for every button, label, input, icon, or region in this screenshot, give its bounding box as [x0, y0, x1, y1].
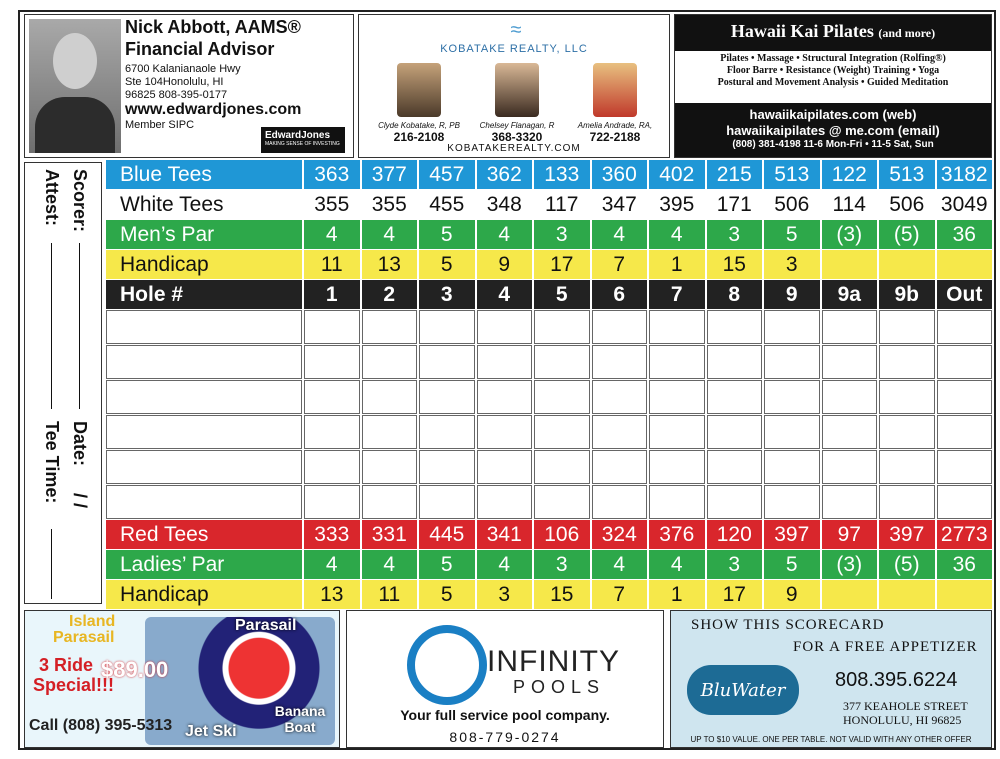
score-cell[interactable]	[879, 450, 935, 484]
score-cell[interactable]	[477, 310, 533, 344]
score-cell[interactable]	[534, 310, 590, 344]
cell: 402	[649, 160, 705, 189]
cell: 4	[592, 550, 648, 579]
cell: 513	[879, 160, 935, 189]
score-cell[interactable]	[477, 345, 533, 379]
date-field[interactable]: / /	[70, 493, 90, 509]
score-cell[interactable]	[649, 380, 705, 414]
cell: 445	[419, 520, 475, 549]
scorer-label: Scorer:	[70, 169, 90, 233]
cell: 15	[707, 250, 763, 279]
row-mens-par	[106, 220, 992, 249]
pilates-services	[675, 51, 991, 103]
score-cell[interactable]	[362, 450, 418, 484]
player-name-cell[interactable]	[106, 415, 302, 449]
agent-phone: 216-2108	[393, 130, 445, 144]
ad-infinity-pools	[346, 610, 664, 748]
cell: 2773	[937, 520, 993, 549]
cell: 9	[764, 280, 820, 309]
player-row[interactable]	[106, 345, 992, 379]
cell: 395	[649, 190, 705, 219]
bluwater-offer-2: FOR A FREE APPETIZER	[793, 639, 978, 655]
cell: 36	[937, 220, 993, 249]
infinity-phone: 808-779-0274	[449, 729, 561, 745]
cell: 114	[822, 190, 878, 219]
cell: 8	[707, 280, 763, 309]
cell	[879, 580, 935, 609]
cell: 4	[477, 550, 533, 579]
cell: 36	[937, 550, 993, 579]
pilates-web: hawaiikaipilates.com (web)	[749, 107, 917, 122]
agent-card	[367, 63, 471, 144]
cell: 3	[419, 280, 475, 309]
scorer-line[interactable]	[79, 243, 80, 409]
score-cell[interactable]	[477, 415, 533, 449]
score-cell[interactable]	[592, 310, 648, 344]
cell: 506	[879, 190, 935, 219]
cell	[822, 250, 878, 279]
score-cell[interactable]	[534, 485, 590, 519]
cell: Out	[937, 280, 993, 309]
cell: 362	[477, 160, 533, 189]
cell: 3182	[937, 160, 993, 189]
cell: 9	[477, 250, 533, 279]
cell: 3	[534, 220, 590, 249]
cell: 215	[707, 160, 763, 189]
player-name-cell[interactable]	[106, 310, 302, 344]
player-name-cell[interactable]	[106, 450, 302, 484]
infinity-name: INFINITY	[487, 645, 620, 678]
cell	[879, 250, 935, 279]
score-cell[interactable]	[764, 345, 820, 379]
cell: 455	[419, 190, 475, 219]
cell: 3	[707, 550, 763, 579]
cell: 171	[707, 190, 763, 219]
score-cell[interactable]	[419, 450, 475, 484]
cell: 331	[362, 520, 418, 549]
tee-time-line[interactable]	[51, 529, 52, 599]
player-name-cell[interactable]	[106, 345, 302, 379]
pilates-title	[675, 21, 991, 42]
cell: 324	[592, 520, 648, 549]
score-cell[interactable]	[419, 380, 475, 414]
agent-name: Chelsey Flanagan, R	[479, 121, 555, 130]
cell: 15	[534, 580, 590, 609]
cell: 9	[764, 580, 820, 609]
score-cell[interactable]	[419, 415, 475, 449]
row-label: Handicap	[106, 250, 302, 279]
score-cell[interactable]	[764, 415, 820, 449]
score-cell[interactable]	[879, 415, 935, 449]
pilates-name: Hawaii Kai Pilates	[730, 21, 874, 41]
score-cell[interactable]	[304, 345, 360, 379]
score-cell[interactable]	[822, 310, 878, 344]
realty-title: KOBATAKE REALTY, LLC	[440, 43, 588, 55]
score-cell[interactable]	[707, 450, 763, 484]
cell: (3)	[822, 550, 878, 579]
player-name-cell[interactable]	[106, 485, 302, 519]
score-cell[interactable]	[937, 380, 993, 414]
services-line: Pilates • Massage • Structural Integration (Rolfing®)	[720, 53, 946, 64]
cell: 397	[879, 520, 935, 549]
jetski-label: Jet Ski	[185, 723, 237, 740]
player-name-cell[interactable]	[106, 380, 302, 414]
cell: 333	[304, 520, 360, 549]
score-cell[interactable]	[362, 345, 418, 379]
advisor-sipc: Member SIPC	[125, 119, 195, 131]
score-cell[interactable]	[649, 485, 705, 519]
agent-phone: 368-3320	[491, 130, 543, 144]
wave-icon: ≈	[510, 19, 522, 41]
advisor-address-1: 6700 Kalanianaole Hwy	[125, 63, 241, 75]
score-cell[interactable]	[822, 415, 878, 449]
ad-edward-jones	[24, 14, 354, 158]
agent-photo	[495, 63, 539, 117]
agent-card	[563, 63, 667, 144]
tee-time-label: Tee Time:	[42, 421, 62, 504]
cell: 363	[304, 160, 360, 189]
cell: 513	[764, 160, 820, 189]
row-white-tees	[106, 190, 992, 219]
score-cell[interactable]	[592, 485, 648, 519]
cell: 13	[304, 580, 360, 609]
infinity-tagline: Your full service pool company.	[400, 707, 610, 723]
cell: 117	[534, 190, 590, 219]
score-cell[interactable]	[707, 415, 763, 449]
row-label: Men’s Par	[106, 220, 302, 249]
cell: 1	[304, 280, 360, 309]
cell: 5	[764, 220, 820, 249]
cell: 3	[534, 550, 590, 579]
parasail-price: $89.00	[101, 657, 169, 682]
score-cell[interactable]	[534, 345, 590, 379]
cell: 4	[477, 280, 533, 309]
row-handicap-ladies	[106, 580, 992, 609]
score-grid	[106, 160, 992, 610]
pilates-name-sub: (and more)	[878, 26, 936, 40]
score-cell[interactable]	[362, 380, 418, 414]
pilates-hours: (808) 381-4198 11-6 Mon-Fri • 11-5 Sat, Sun	[732, 139, 934, 150]
cell: 11	[362, 580, 418, 609]
score-cell[interactable]	[592, 380, 648, 414]
parasail-brand-1: Island	[69, 613, 116, 630]
player-row[interactable]	[106, 380, 992, 414]
score-cell[interactable]	[879, 485, 935, 519]
cell: 4	[649, 550, 705, 579]
bluwater-offer-1: SHOW THIS SCORECARD	[691, 617, 885, 633]
row-label: Red Tees	[106, 520, 302, 549]
cell: 1	[649, 580, 705, 609]
row-blue-tees	[106, 160, 992, 189]
parasail-brand-2: Parasail	[53, 629, 115, 646]
row-red-tees	[106, 520, 992, 549]
score-cell[interactable]	[822, 380, 878, 414]
cell: 355	[304, 190, 360, 219]
score-cell[interactable]	[362, 485, 418, 519]
cell: 6	[592, 280, 648, 309]
cell: 376	[649, 520, 705, 549]
player-row[interactable]	[106, 450, 992, 484]
services-line: Postural and Movement Analysis • Guided Meditation	[717, 77, 949, 88]
score-cell[interactable]	[362, 310, 418, 344]
cell: 11	[304, 250, 360, 279]
cell: 506	[764, 190, 820, 219]
bluwater-address-1: 377 KEAHOLE STREET	[843, 699, 968, 713]
cell: 3	[707, 220, 763, 249]
row-label: White Tees	[106, 190, 302, 219]
score-cell[interactable]	[362, 415, 418, 449]
cell: 13	[362, 250, 418, 279]
score-cell[interactable]	[592, 415, 648, 449]
cell: 133	[534, 160, 590, 189]
score-cell[interactable]	[822, 450, 878, 484]
advisor-photo	[29, 19, 121, 153]
score-cell[interactable]	[649, 450, 705, 484]
score-cell[interactable]	[937, 345, 993, 379]
score-cell[interactable]	[879, 380, 935, 414]
cell: 7	[592, 580, 648, 609]
score-cell[interactable]	[534, 415, 590, 449]
cell: 3	[764, 250, 820, 279]
signature-panel	[24, 162, 102, 604]
cell: 17	[534, 250, 590, 279]
bluwater-logo: BluWater	[687, 665, 799, 715]
cell: 122	[822, 160, 878, 189]
cell: 4	[304, 550, 360, 579]
cell: 120	[707, 520, 763, 549]
agent-photo	[593, 63, 637, 117]
score-cell[interactable]	[707, 380, 763, 414]
score-cell[interactable]	[304, 450, 360, 484]
advisor-website: www.edwardjones.com	[125, 101, 302, 118]
score-cell[interactable]	[937, 415, 993, 449]
score-cell[interactable]	[477, 485, 533, 519]
row-handicap-men	[106, 250, 992, 279]
row-label: Ladies’ Par	[106, 550, 302, 579]
score-cell[interactable]	[879, 310, 935, 344]
pilates-email: hawaiikaipilates @ me.com (email)	[726, 123, 940, 138]
score-cell[interactable]	[534, 450, 590, 484]
cell: 17	[707, 580, 763, 609]
score-cell[interactable]	[419, 485, 475, 519]
score-cell[interactable]	[649, 345, 705, 379]
score-cell[interactable]	[304, 310, 360, 344]
parasail-phone: Call (808) 395-5313	[29, 717, 173, 734]
cell: 348	[477, 190, 533, 219]
agent-card	[465, 63, 569, 144]
score-cell[interactable]	[649, 310, 705, 344]
score-cell[interactable]	[937, 485, 993, 519]
cell	[822, 580, 878, 609]
score-cell[interactable]	[707, 485, 763, 519]
realty-website: KOBATAKEREALTY.COM	[447, 143, 581, 154]
cell: 97	[822, 520, 878, 549]
score-cell[interactable]	[822, 485, 878, 519]
cell: 347	[592, 190, 648, 219]
row-hole-number	[106, 280, 992, 309]
score-cell[interactable]	[419, 310, 475, 344]
cell: 2	[362, 280, 418, 309]
player-row[interactable]	[106, 485, 992, 519]
agent-name: Clyde Kobatake, R, PB	[378, 121, 460, 130]
score-cell[interactable]	[764, 450, 820, 484]
cell: 4	[362, 550, 418, 579]
score-cell[interactable]	[477, 450, 533, 484]
cell: 5	[419, 220, 475, 249]
player-row[interactable]	[106, 310, 992, 344]
cell: (5)	[879, 220, 935, 249]
agent-name: Amelia Andrade, RA,	[577, 121, 653, 130]
score-cell[interactable]	[822, 345, 878, 379]
cell: (5)	[879, 550, 935, 579]
score-cell[interactable]	[592, 450, 648, 484]
bluwater-phone: 808.395.6224	[835, 669, 958, 691]
row-label: Hole #	[106, 280, 302, 309]
cell: 5	[419, 250, 475, 279]
advisor-title: Financial Advisor	[125, 39, 275, 59]
agent-phone: 722-2188	[589, 130, 641, 144]
attest-line[interactable]	[51, 243, 52, 409]
score-cell[interactable]	[707, 345, 763, 379]
parasail-special: Special!!!	[33, 675, 115, 695]
score-cell[interactable]	[304, 415, 360, 449]
score-cell[interactable]	[937, 310, 993, 344]
score-cell[interactable]	[649, 415, 705, 449]
cell: 341	[477, 520, 533, 549]
cell: 1	[649, 250, 705, 279]
row-ladies-par	[106, 550, 992, 579]
score-cell[interactable]	[592, 345, 648, 379]
scorecard	[18, 10, 996, 750]
cell: 4	[592, 220, 648, 249]
bluwater-fine-print: UP TO $10 VALUE. ONE PER TABLE. NOT VALID WITH ANY OTHER OFFER	[690, 735, 972, 744]
infinity-pools: POOLS	[513, 677, 606, 697]
date-label: Date:	[70, 421, 90, 467]
cell: 360	[592, 160, 648, 189]
cell: 5	[764, 550, 820, 579]
services-line: Floor Barre • Resistance (Weight) Training • Yoga	[726, 65, 940, 76]
score-cell[interactable]	[937, 450, 993, 484]
cell: 397	[764, 520, 820, 549]
ad-bluwater-grill	[670, 610, 992, 748]
score-cell[interactable]	[707, 310, 763, 344]
cell: 9a	[822, 280, 878, 309]
score-cell[interactable]	[534, 380, 590, 414]
parasail-label: Parasail	[235, 617, 297, 634]
advisor-address-2: Ste 104Honolulu, HI	[125, 76, 224, 88]
cell	[937, 250, 993, 279]
ad-hawaii-kai-pilates	[674, 14, 992, 158]
cell: 5	[419, 580, 475, 609]
score-cell[interactable]	[764, 485, 820, 519]
parasail-offer: 3 Ride	[39, 655, 94, 675]
cell: 106	[534, 520, 590, 549]
cell: 5	[534, 280, 590, 309]
score-cell[interactable]	[879, 345, 935, 379]
cell: 4	[362, 220, 418, 249]
row-label: Handicap	[106, 580, 302, 609]
ad-island-parasail	[24, 610, 340, 748]
player-row[interactable]	[106, 415, 992, 449]
cell: 4	[477, 220, 533, 249]
logo-text: EdwardJones	[265, 130, 331, 141]
score-cell[interactable]	[764, 310, 820, 344]
cell: 5	[419, 550, 475, 579]
score-cell[interactable]	[477, 380, 533, 414]
cell: 355	[362, 190, 418, 219]
score-cell[interactable]	[764, 380, 820, 414]
ad-kobatake-realty	[358, 14, 670, 158]
cell: 4	[649, 220, 705, 249]
advisor-address-3: 96825 808-395-0177	[125, 89, 228, 101]
advisor-name: Nick Abbott, AAMS®	[125, 17, 301, 37]
row-label: Blue Tees	[106, 160, 302, 189]
bluwater-address-2: HONOLULU, HI 96825	[843, 713, 962, 727]
edward-jones-logo	[261, 127, 345, 153]
score-cell[interactable]	[419, 345, 475, 379]
cell: 4	[304, 220, 360, 249]
cell: 377	[362, 160, 418, 189]
cell	[937, 580, 993, 609]
cell: 3	[477, 580, 533, 609]
agent-photo	[397, 63, 441, 117]
infinity-logo-icon	[407, 625, 487, 705]
banana-label: Banana Boat	[274, 703, 326, 735]
logo-tagline: MAKING SENSE OF INVESTING	[265, 141, 340, 147]
cell: 7	[649, 280, 705, 309]
cell: 9b	[879, 280, 935, 309]
cell: (3)	[822, 220, 878, 249]
score-cell[interactable]	[304, 485, 360, 519]
cell: 7	[592, 250, 648, 279]
score-cell[interactable]	[304, 380, 360, 414]
cell: 457	[419, 160, 475, 189]
attest-label: Attest:	[42, 169, 62, 226]
cell: 3049	[937, 190, 993, 219]
